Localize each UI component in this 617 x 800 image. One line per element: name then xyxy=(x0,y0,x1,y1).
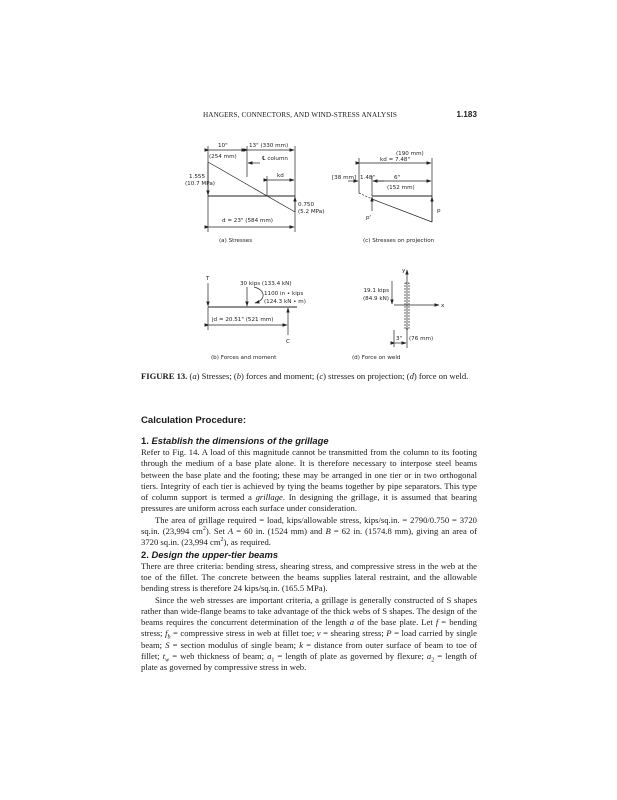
load-label: 30 kips (133.4 kN) xyxy=(240,281,292,287)
step-title: Establish the dimensions of the grillage xyxy=(151,435,329,446)
text-run: There are three criteria: bending stress, shearing stress, and compressive stress in the web at the toe of the fillet. The concrete between the beams supplies lateral restraint, and the allowable bending stress is therefore 24 kips/sq.in. (165.5 MPa). xyxy=(141,560,477,594)
text-run: f xyxy=(435,617,439,628)
text-run: ), as required. xyxy=(223,537,271,548)
weld-width: 3" xyxy=(396,336,403,342)
panel-a-label: (a) Stresses xyxy=(219,238,253,244)
tension-label: T xyxy=(206,276,210,282)
stress-left-mpa: (10.7 MPa) xyxy=(185,181,215,187)
text-run: = web thickness of beam; xyxy=(169,651,268,662)
text-run: = shearing stress; xyxy=(320,628,387,639)
jd-label: jd = 20.51" (521 mm) xyxy=(212,317,274,323)
step-heading xyxy=(141,549,477,561)
text-run: ) stresses on projection; ( xyxy=(323,371,410,381)
step-number: 2. xyxy=(141,548,152,560)
text-run: Since the web stresses are important criteria, a grillage is generally constructed of S shapes rather than wide-flange beams to take advantage of the thick webs of S shapes. The design of the beams requires the concurrent determination of the length xyxy=(141,594,477,628)
page-number: 1.183 xyxy=(456,110,477,119)
kd-mm: (190 mm) xyxy=(396,151,424,157)
x-axis-label: x xyxy=(441,303,445,309)
section-title: Calculation Procedure: xyxy=(141,415,247,426)
p-label: p xyxy=(437,208,441,214)
compression-label: C xyxy=(286,339,290,345)
text-run: f xyxy=(165,628,168,639)
right-in: 6" xyxy=(394,175,401,181)
left-mm: [38 mm] xyxy=(332,175,357,181)
paragraph xyxy=(141,561,477,595)
text-run: . In designing the grillage, it is assumed that bearing pressures are uniform across each surface under consideration. xyxy=(141,492,477,514)
text-run: c xyxy=(319,371,324,381)
text-run: 1 xyxy=(271,657,275,664)
text-run: v xyxy=(316,628,321,639)
right-mm: (152 mm) xyxy=(387,185,415,191)
text-run: ( xyxy=(187,371,193,381)
text-run: b xyxy=(236,371,242,381)
weld-force: 19.1 kips xyxy=(363,288,389,294)
dim-10-in: 10" xyxy=(218,143,228,149)
y-axis-label: y xyxy=(402,268,406,274)
text-run: k xyxy=(299,639,304,650)
text-run: = bending stress; xyxy=(141,617,477,639)
text-run: B xyxy=(325,526,331,537)
text-run: a xyxy=(267,651,272,662)
text-run: The area of grillage required = load, kips/allowable stress, kips/sq.in. = 2790/0.750 = 3720 sq.in. (23,994 cm xyxy=(141,514,477,537)
running-head-title: HANGERS, CONNECTORS, AND WIND-STRESS ANALYSIS xyxy=(203,111,398,119)
text-run: = section modulus of single beam; xyxy=(169,639,300,650)
text-run: ) Stresses; ( xyxy=(196,371,237,381)
moment-si-label: (124.3 kN • m) xyxy=(264,299,306,305)
body-text xyxy=(141,435,477,674)
text-run: b xyxy=(167,635,171,642)
text-run: = length of plate as governed by flexure; xyxy=(274,651,427,662)
text-run: of the base plate. Let xyxy=(354,617,436,628)
caption-label: FIGURE 13. xyxy=(141,371,188,381)
text-run: a xyxy=(426,651,432,662)
kd-value: kd = 7.48" xyxy=(380,157,411,163)
text-run: ). Set xyxy=(205,526,228,537)
text-run: ) forces and moment; ( xyxy=(241,371,320,381)
paragraph xyxy=(141,515,477,549)
moment-label: 1100 in • kips xyxy=(264,291,304,297)
step-title: Design the upper-tier beams xyxy=(151,548,279,560)
paragraph xyxy=(141,595,477,674)
dim-254-mm: (254 mm) xyxy=(209,154,237,160)
text-run: t xyxy=(162,651,166,662)
panel-b-label: (b) Forces and moment xyxy=(211,355,277,361)
text-run: P xyxy=(386,628,392,639)
text-run: a xyxy=(192,371,197,381)
text-run: grillage xyxy=(255,492,283,503)
text-run: S xyxy=(165,639,170,650)
text-run: d xyxy=(409,371,414,381)
text-run: ) force on weld. xyxy=(413,371,469,381)
caption-text xyxy=(187,371,468,381)
stress-left: 1.555 xyxy=(189,174,206,180)
depth-label: d = 23" (584 mm) xyxy=(222,218,273,224)
figure-13 xyxy=(0,0,617,370)
stress-right: 0.750 xyxy=(298,202,315,208)
text-run: 2 xyxy=(431,657,435,664)
dim-13-in: 13" (330 mm) xyxy=(249,143,289,149)
text-run: 2 xyxy=(202,526,206,533)
text-run: = 62 in. (1574.8 mm), giving an area of 3720 sq.in. (23,994 cm xyxy=(141,526,477,548)
paragraph xyxy=(141,447,477,515)
weld-width-mm: (76 mm) xyxy=(409,336,434,342)
step-number: 1. xyxy=(141,435,152,446)
text-run: w xyxy=(165,657,170,664)
column-centerline: ℄ column xyxy=(262,156,288,162)
text-run: = compressive stress in web at fillet toe; xyxy=(170,628,317,639)
text-run: Refer to Fig. 14. A load of this magnitude cannot be transmitted from the column to its footing through the medium of a base plate alone. It is therefore necessary to interpose steel beams between the base plate and the footing; these may be arranged in one tier or in two orthogonal tiers. Integrity of each tier is achieved by tying the beams together by pipe separators. This type of column support is termed a xyxy=(141,447,477,503)
text-run: a xyxy=(349,617,355,628)
text-run: = distance from outer surface of beam to toe of fillet; xyxy=(141,639,478,662)
weld-force-si: (84.9 kN) xyxy=(362,296,389,302)
figure-caption xyxy=(141,371,477,382)
text-run: 2 xyxy=(220,537,224,544)
text-run: = load carried by single beam; xyxy=(141,628,477,650)
left-in: 1.48" xyxy=(360,175,376,181)
text-run: = 60 in. (1524 mm) and xyxy=(233,526,326,537)
panel-c-label: (c) Stresses on projection xyxy=(363,238,435,244)
text-run: = length of plate as governed by compressive stress in web. xyxy=(141,651,477,673)
text-run: A xyxy=(227,526,234,537)
panel-d-label: (d) Force on weld xyxy=(352,355,401,361)
step-heading xyxy=(141,435,477,447)
stress-right-mpa: (5.2 MPa) xyxy=(298,209,325,215)
p-prime-label: p' xyxy=(366,215,372,221)
kd-label: kd xyxy=(277,173,284,179)
